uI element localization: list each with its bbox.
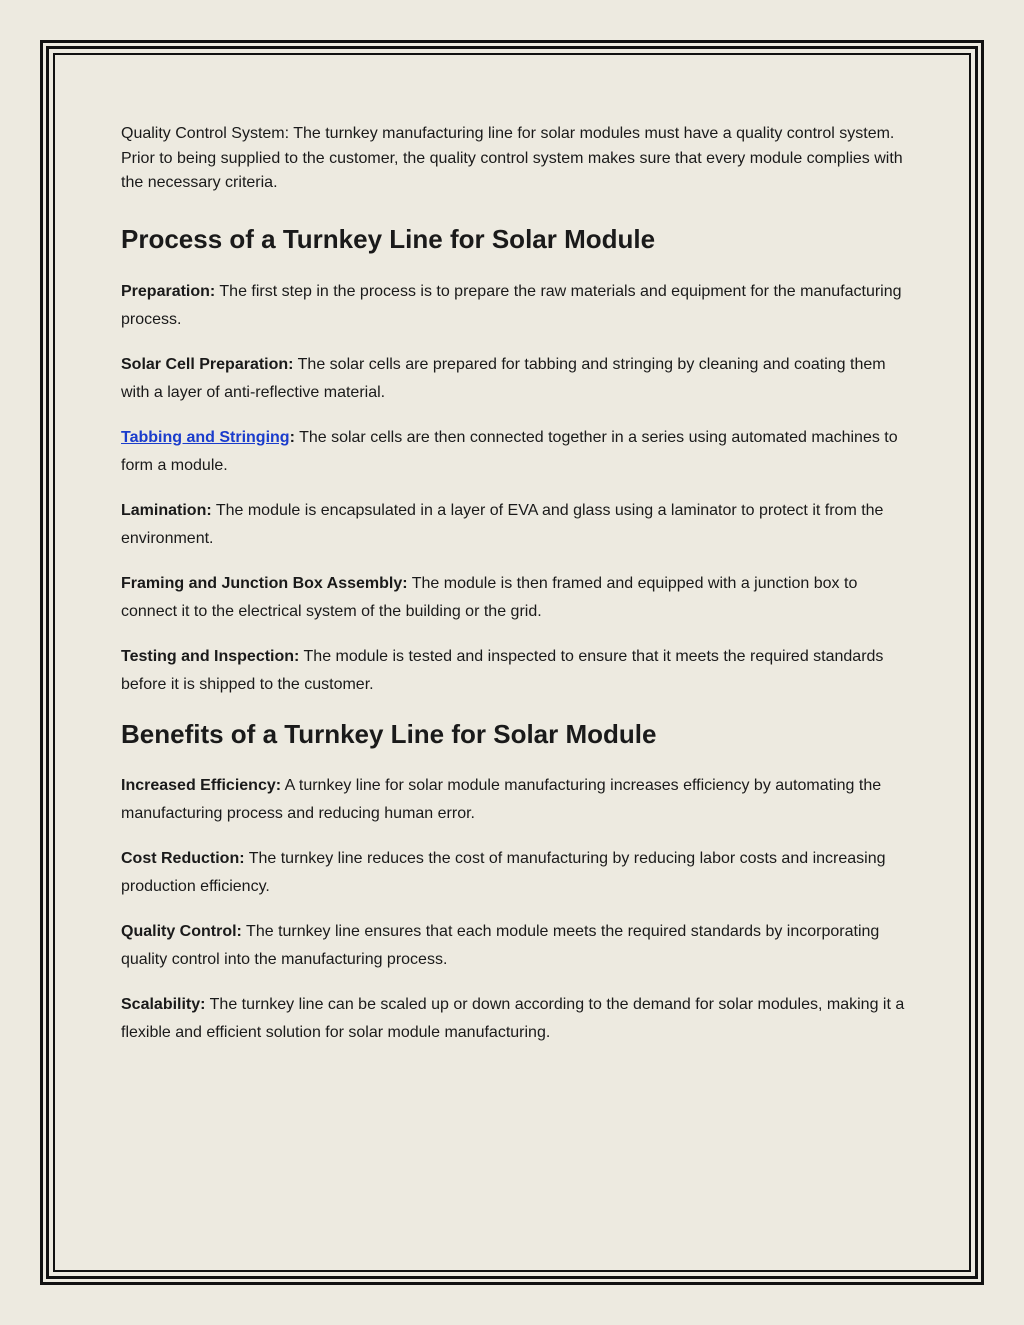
process-item-preparation <box>121 278 911 334</box>
item-term: Quality Control: <box>121 922 242 940</box>
item-text: The module is tested and inspected to ensure that it meets the required standards before it is shipped to the customer. <box>121 647 884 693</box>
document-body <box>121 122 911 1064</box>
process-item-lamination <box>121 497 911 553</box>
item-text: The turnkey line can be scaled up or down according to the demand for solar modules, making it a flexible and efficient solution for solar module manufacturing. <box>121 995 905 1041</box>
item-text: The turnkey line reduces the cost of manufacturing by reducing labor costs and increasing production efficiency. <box>121 849 886 895</box>
item-term: Preparation: <box>121 282 216 300</box>
item-term: Solar Cell Preparation: <box>121 355 294 373</box>
item-text: The module is encapsulated in a layer of EVA and glass using a laminator to protect it from the environment. <box>121 501 884 547</box>
item-term-suffix: : <box>289 428 295 446</box>
benefit-item-cost-reduction <box>121 845 911 901</box>
item-text: A turnkey line for solar module manufacturing increases efficiency by automating the manufacturing process and reducing human error. <box>121 776 882 822</box>
item-text: The module is then framed and equipped with a junction box to connect it to the electrical system of the building or the grid. <box>121 574 858 620</box>
benefit-item-increased-efficiency <box>121 772 911 828</box>
item-text: The turnkey line ensures that each module meets the required standards by incorporating quality control into the manufacturing process. <box>121 922 880 968</box>
process-heading: Process of a Turnkey Line for Solar Module <box>121 223 656 254</box>
tabbing-stringing-link[interactable]: Tabbing and Stringing <box>121 428 290 446</box>
item-term: Cost Reduction: <box>121 849 245 867</box>
intro-paragraph: Quality Control System: The turnkey manufacturing line for solar modules must have a quality control system. Prior to being supplied to the customer, the quality control system makes sure that every module complies with the necessary criteria. <box>121 125 903 191</box>
process-item-solar-cell-preparation <box>121 351 911 407</box>
item-term: Testing and Inspection: <box>121 647 300 665</box>
benefit-item-quality-control <box>121 918 911 974</box>
process-item-testing-inspection <box>121 643 911 699</box>
benefits-heading: Benefits of a Turnkey Line for Solar Module <box>121 718 657 749</box>
process-item-framing-junction-box <box>121 570 911 626</box>
item-text: The solar cells are prepared for tabbing and stringing by cleaning and coating them with a layer of anti-reflective material. <box>121 355 886 401</box>
item-term: Scalability: <box>121 995 206 1013</box>
item-term: Increased Efficiency: <box>121 776 282 794</box>
item-term: Framing and Junction Box Assembly: <box>121 574 408 592</box>
item-text: The solar cells are then connected together in a series using automated machines to form a module. <box>121 428 898 474</box>
item-term: Lamination: <box>121 501 212 519</box>
benefit-item-scalability <box>121 991 911 1047</box>
item-text: The first step in the process is to prepare the raw materials and equipment for the manufacturing process. <box>121 282 902 328</box>
process-item-tabbing-stringing <box>121 424 911 480</box>
